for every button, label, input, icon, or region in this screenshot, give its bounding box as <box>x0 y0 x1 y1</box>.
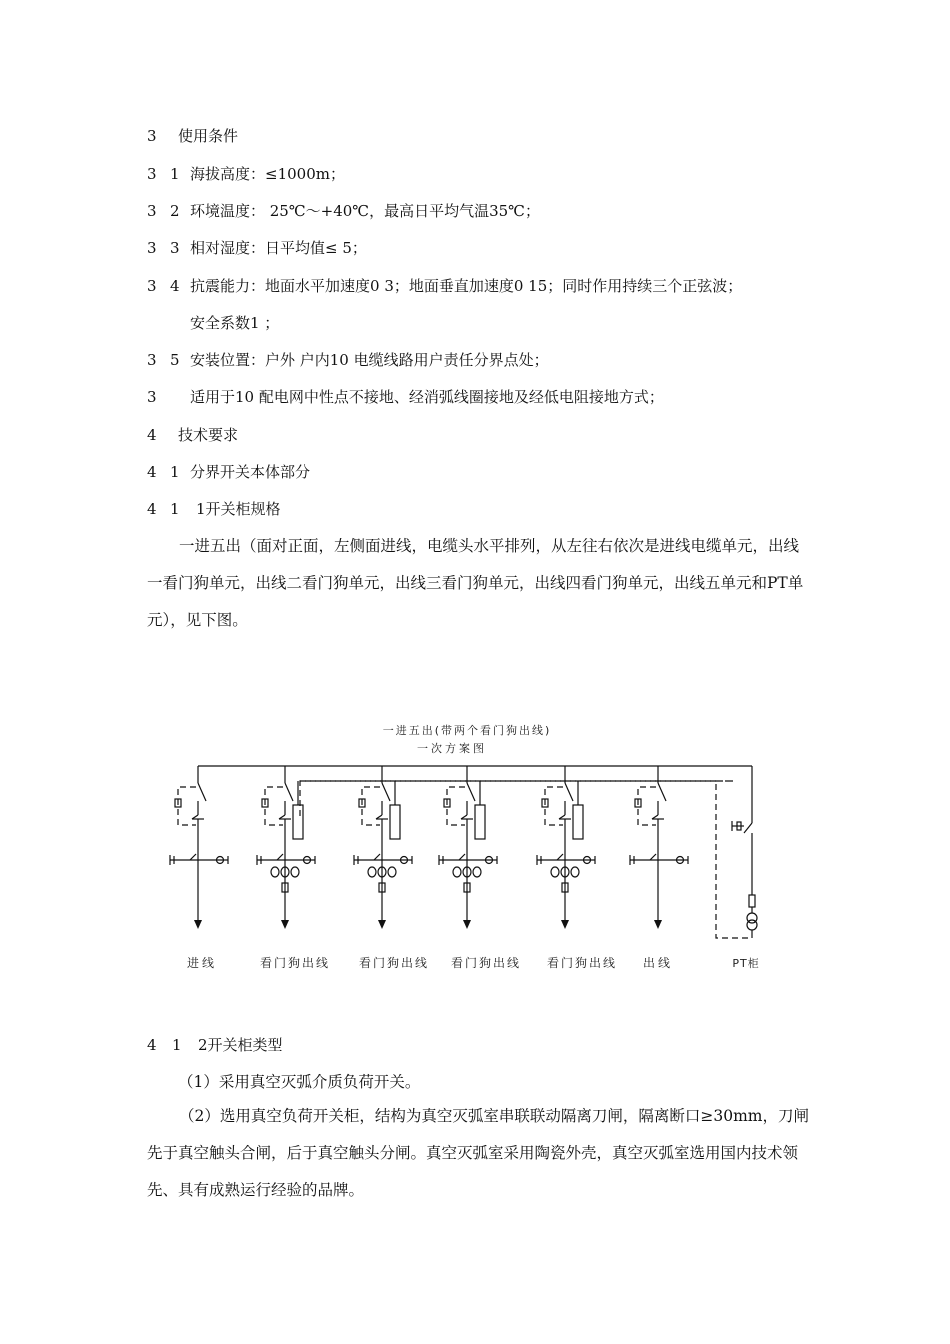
feeder-watchdog-1 <box>257 766 315 929</box>
item-3-1-text: 海拔高度：≤1000m； <box>190 165 345 183</box>
item-4-1-1-text: 1开关柜规格 <box>196 500 281 518</box>
item-4-1-2-num1: 4 <box>147 1036 157 1054</box>
paragraph-switchgear-structure <box>147 1098 812 1209</box>
paragraph-vacuum-switch: （1）采用真空灭弧介质负荷开关。 <box>178 1073 421 1091</box>
paragraph-switchgear-spec-text: 一进五出（面对正面，左侧面进线，电缆头水平排列，从左往右依次是进线电缆单元，出线一看门狗单元，出线二看门狗单元，出线三看门狗单元，出线四看门狗单元，出线五单元和PT单元），见下图。 <box>147 537 804 629</box>
label-watchdog-outgoing-4: 看门狗出线 <box>546 956 618 970</box>
item-3-2-text: 环境温度： 25℃～+40℃，最高日平均气温35℃； <box>190 202 540 220</box>
paragraph-switchgear-structure-text: （2）选用真空负荷开关柜，结构为真空灭弧室串联联动隔离刀闸，隔离断口≥30mm，刀闸先于真空触头合闸，后于真空触头分闸。真空灭弧室采用陶瓷外壳，真空灭弧室选用国内技术领先、具有成熟运行经验的品牌。 <box>147 1107 809 1199</box>
item-4-1-2-text: 2开关柜类型 <box>198 1036 283 1054</box>
item-3-1-num1: 3 <box>147 165 157 183</box>
label-outgoing: 出线 <box>642 956 674 970</box>
item-3-6-num1: 3 <box>147 388 157 406</box>
label-watchdog-outgoing-3: 看门狗出线 <box>450 956 522 970</box>
diagram-subtitle: 一次方案图 <box>417 742 487 755</box>
section-3-number: 3 <box>147 127 157 145</box>
section-4-number: 4 <box>147 426 157 444</box>
label-watchdog-outgoing-2: 看门狗出线 <box>358 956 430 970</box>
item-3-1-num2: 1 <box>170 165 180 183</box>
item-3-5-text: 安装位置：户外 户内10 电缆线路用户责任分界点处； <box>190 351 549 369</box>
item-3-4-num2: 4 <box>170 277 180 295</box>
label-incoming: 进线 <box>186 956 218 970</box>
item-3-2-num2: 2 <box>170 202 180 220</box>
diagram-title: 一进五出(带两个看门狗出线) <box>382 724 552 737</box>
pt-cabinet-unit <box>732 766 757 938</box>
item-3-4-text: 抗震能力：地面水平加速度0 3；地面垂直加速度0 15；同时作用持续三个正弦波； <box>190 277 743 295</box>
item-3-4-continuation: 安全系数1 ； <box>190 314 280 332</box>
item-3-3-num1: 3 <box>147 239 157 257</box>
feeder-watchdog-3 <box>439 766 497 929</box>
paragraph-switchgear-spec <box>147 528 812 639</box>
feeder-watchdog-4 <box>537 766 595 929</box>
item-3-5-num1: 3 <box>147 351 157 369</box>
feeder-watchdog-2 <box>354 766 412 929</box>
section-3-title: 使用条件 <box>178 127 239 145</box>
feeder-outgoing <box>630 766 688 929</box>
item-3-2-num1: 3 <box>147 202 157 220</box>
item-4-1-1-num2: 1 <box>170 500 180 518</box>
label-pt-cabinet: PT柜 <box>732 957 760 970</box>
item-4-1-1-num1: 4 <box>147 500 157 518</box>
item-4-1-num2: 1 <box>170 463 180 481</box>
item-4-1-num1: 4 <box>147 463 157 481</box>
item-3-5-num2: 5 <box>170 351 180 369</box>
feeder-incoming <box>170 766 228 929</box>
item-4-1-text: 分界开关本体部分 <box>190 463 311 481</box>
item-4-1-2-num2: 1 <box>172 1036 182 1054</box>
single-line-diagram <box>160 715 790 985</box>
item-3-3-text: 相对湿度：日平均值≤ 5； <box>190 239 367 257</box>
item-3-3-num2: 3 <box>170 239 180 257</box>
label-watchdog-outgoing-1: 看门狗出线 <box>259 956 331 970</box>
item-3-4-num1: 3 <box>147 277 157 295</box>
section-4-title: 技术要求 <box>178 426 239 444</box>
item-3-6-text: 适用于10 配电网中性点不接地、经消弧线圈接地及经低电阻接地方式； <box>190 388 664 406</box>
